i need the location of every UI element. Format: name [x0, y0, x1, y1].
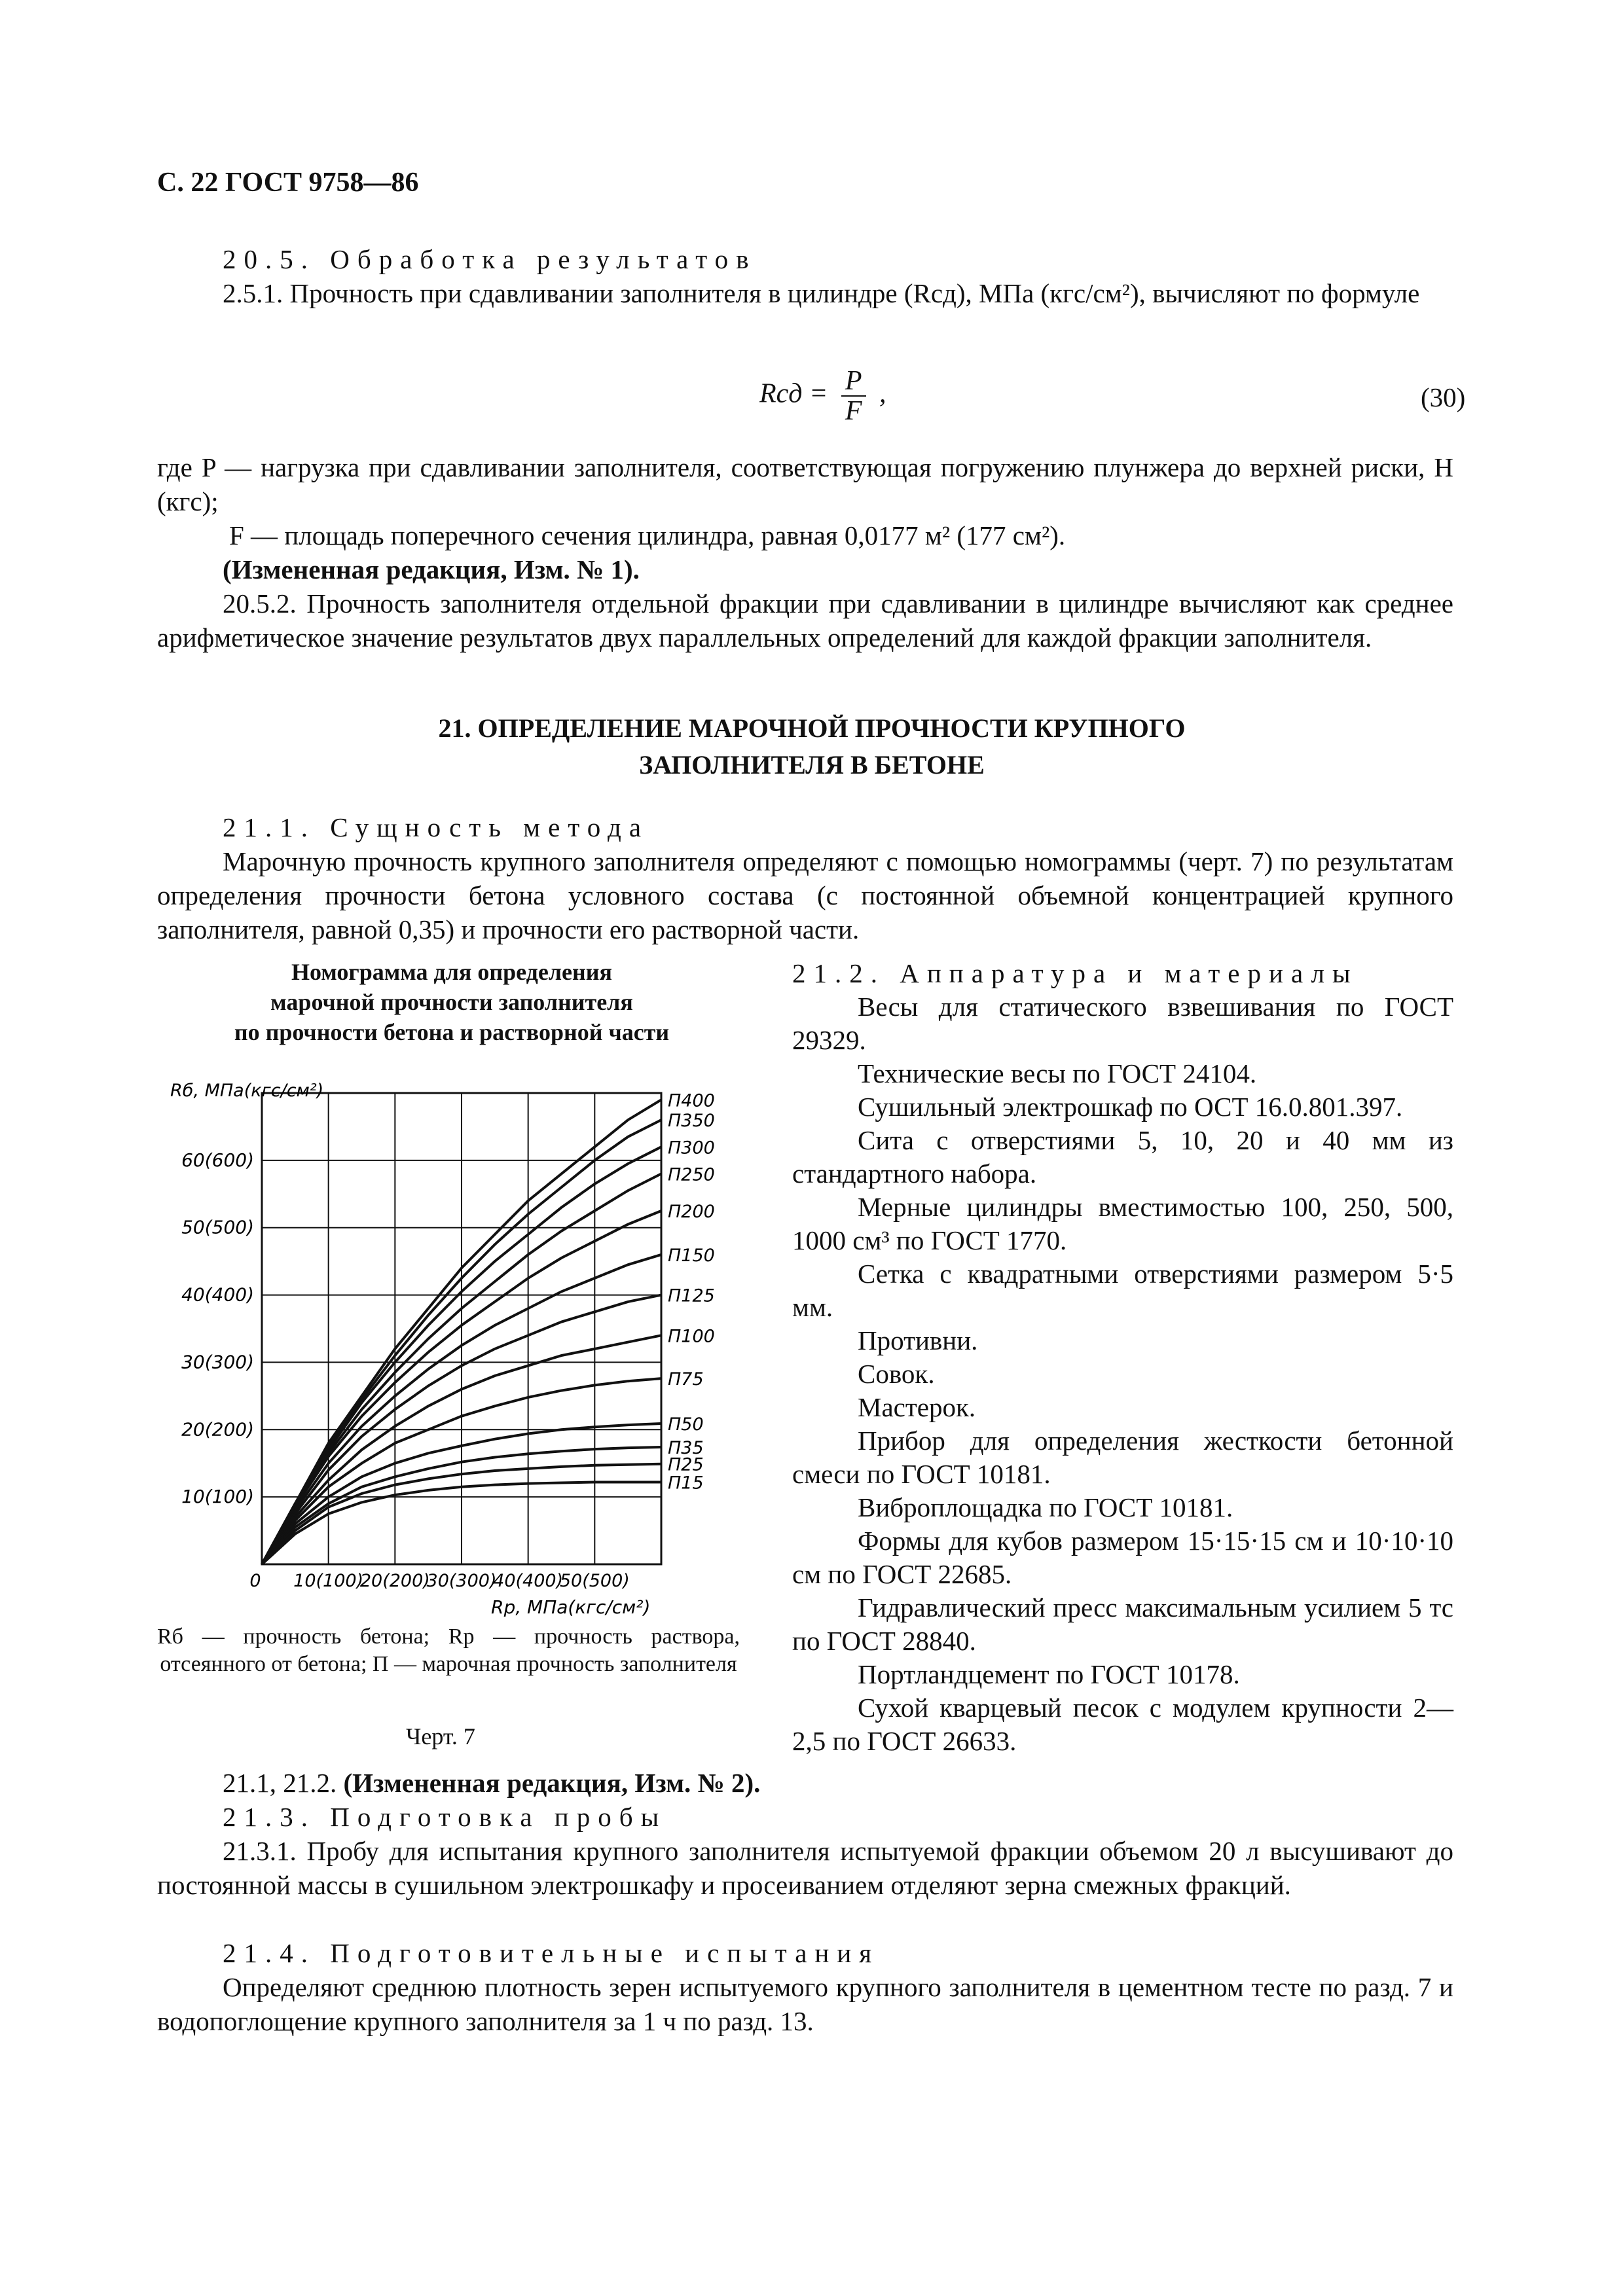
formula-numerator: P [841, 367, 866, 397]
x-tick-label: 0 [249, 1571, 261, 1591]
equipment-item: Противни. [858, 1325, 978, 1355]
edit-note-2-line [223, 1766, 760, 1800]
figure-caption-line1: Номограмма для определения [291, 959, 612, 985]
heading-21-1: 21.1. Сущность метода [223, 812, 649, 842]
equipment-item: Мерные цилиндры вместимостью 100, 250, 500, 1000 см³ по ГОСТ 1770. [792, 1192, 1453, 1255]
paragraph-21-1: Марочную прочность крупного заполнителя определяют с помощью номограммы (черт. 7) по результатам определения прочности бетона условного состава (с постоянной объемной концентрацией крупного заполнителя, равной 0,35) и прочности его растворной части. [157, 846, 1453, 944]
x-tick-label: 10(100) [293, 1571, 364, 1591]
figure-legend: Rб — прочность бетона; Rр — прочность раствора, отсеянного от бетона; П — марочная прочность заполнителя [157, 1624, 740, 1676]
figure-caption-line2: марочной прочности заполнителя [270, 989, 633, 1015]
equipment-item: Формы для кубов размером 15·15·15 см и 10·10·10 см по ГОСТ 22685. [792, 1526, 1453, 1589]
x-tick-label: 50(500) [559, 1571, 630, 1591]
formula-denominator: F [845, 396, 862, 426]
equation-number: (30) [1421, 382, 1466, 412]
heading-21-2: 21.2. Аппаратура и материалы [792, 958, 1359, 988]
heading-20-5: 20.5. Обработка результатов [223, 244, 757, 274]
nomogram-chart [157, 1067, 746, 1617]
formula-tail: , [879, 378, 886, 409]
x-axis-label: Rр, МПа(кгс/см²) [491, 1596, 651, 1617]
series-label: П25 [668, 1454, 704, 1475]
y-axis-label: Rб, МПа(кгс/см²) [170, 1081, 324, 1101]
heading-21-3: 21.3. Подготовка пробы [223, 1802, 667, 1832]
y-tick-label: 30(300) [181, 1351, 254, 1373]
y-tick-label: 20(200) [181, 1418, 254, 1441]
y-tick-label: 40(400) [181, 1283, 254, 1306]
where-f: F — площадь поперечного сечения цилиндра, равная 0,0177 м² (177 см²). [229, 520, 1066, 550]
series-label: П50 [668, 1414, 704, 1435]
figure-caption-line3: по прочности бетона и растворной части [234, 1019, 670, 1045]
edit-note-2: (Измененная редакция, Изм. № 2). [343, 1768, 761, 1798]
series-label: П350 [668, 1111, 715, 1132]
equipment-item: Виброплощадка по ГОСТ 10181. [858, 1492, 1233, 1522]
formula-lhs: Rсд = [759, 378, 828, 409]
heading-21-4: 21.4. Подготовительные испытания [223, 1938, 880, 1968]
equipment-item: Гидравлический пресс максимальным усилием 5 тс по ГОСТ 28840. [792, 1592, 1453, 1656]
series-label: П15 [668, 1473, 704, 1494]
equipment-item: Портландцемент по ГОСТ 10178. [858, 1659, 1240, 1689]
section-21-title-line1: 21. ОПРЕДЕЛЕНИЕ МАРОЧНОЙ ПРОЧНОСТИ КРУПНОГО [438, 713, 1186, 743]
series-label: П125 [668, 1285, 715, 1306]
series-label: П200 [668, 1202, 715, 1222]
series-label: П100 [668, 1326, 715, 1347]
equipment-item: Прибор для определения жесткости бетонной смеси по ГОСТ 10181. [792, 1426, 1453, 1489]
series-label: П400 [668, 1090, 715, 1111]
y-tick-label: 10(100) [181, 1486, 254, 1508]
figure-caption [170, 957, 733, 1047]
equipment-item: Сита с отверстиями 5, 10, 20 и 40 мм из стандартного набора. [792, 1125, 1453, 1189]
section-21-2 [792, 957, 1453, 1758]
series-label: П75 [668, 1369, 704, 1390]
x-tick-label: 40(400) [493, 1571, 564, 1591]
series-label: П150 [668, 1245, 715, 1266]
paragraph-20-5-2: 20.5.2. Прочность заполнителя отдельной фракции при сдавливании в цилиндре вычисляют как среднее арифметическое значение результатов двух параллельных определений для каждой фракции заполнителя. [157, 588, 1453, 653]
series-label: П300 [668, 1138, 715, 1158]
equipment-item: Сушильный электрошкаф по ОСТ 16.0.801.397. [858, 1092, 1403, 1122]
edit-note-1: (Измененная редакция, Изм. № 1). [223, 554, 640, 584]
equipment-item: Сухой кварцевый песок с модулем крупности 2—2,5 по ГОСТ 26633. [792, 1693, 1453, 1756]
where-p: где P — нагрузка при сдавливании заполнителя, соответствующая погружению плунжера до верхней риски, Н (кгс); [157, 452, 1453, 516]
equipment-item: Мастерок. [858, 1392, 976, 1422]
paragraph-21-4: Определяют среднюю плотность зерен испытуемого крупного заполнителя в цементном тесте по разд. 7 и водопоглощение крупного заполнителя за 1 ч по разд. 13. [157, 1972, 1453, 2036]
x-tick-label: 20(200) [359, 1571, 430, 1591]
paragraph-21-3-1: 21.3.1. Пробу для испытания крупного заполнителя испытуемой фракции объемом 20 л высушивают до постоянной массы в сушильном электрошкафу и просеиванием отделяют зерна смежных фракций. [157, 1836, 1453, 1900]
section-21-title-line2: ЗАПОЛНИТЕЛЯ В БЕТОНЕ [639, 750, 985, 780]
series-label: П35 [668, 1438, 704, 1459]
formula-fraction [841, 367, 866, 425]
paragraph-2-5-1: 2.5.1. Прочность при сдавливании заполнителя в цилиндре (Rсд), МПа (кгс/см²), вычисляют по формуле [223, 278, 1420, 308]
y-tick-label: 50(500) [181, 1216, 254, 1238]
equipment-item: Сетка с квадратными отверстиями размером 5·5 мм. [792, 1259, 1453, 1322]
y-tick-label: 60(600) [181, 1149, 254, 1171]
page-header: С. 22 ГОСТ 9758—86 [157, 168, 419, 198]
equipment-item: Совок. [858, 1359, 935, 1389]
equipment-item: Технические весы по ГОСТ 24104. [858, 1058, 1257, 1088]
edit-note-2-prefix: 21.1, 21.2. [223, 1768, 337, 1798]
figure-number: Черт. 7 [406, 1723, 475, 1749]
equipment-item: Весы для статического взвешивания по ГОСТ 29329. [792, 992, 1453, 1055]
formula-30 [759, 367, 886, 425]
series-label: П250 [668, 1164, 715, 1185]
x-tick-label: 30(300) [426, 1571, 497, 1591]
